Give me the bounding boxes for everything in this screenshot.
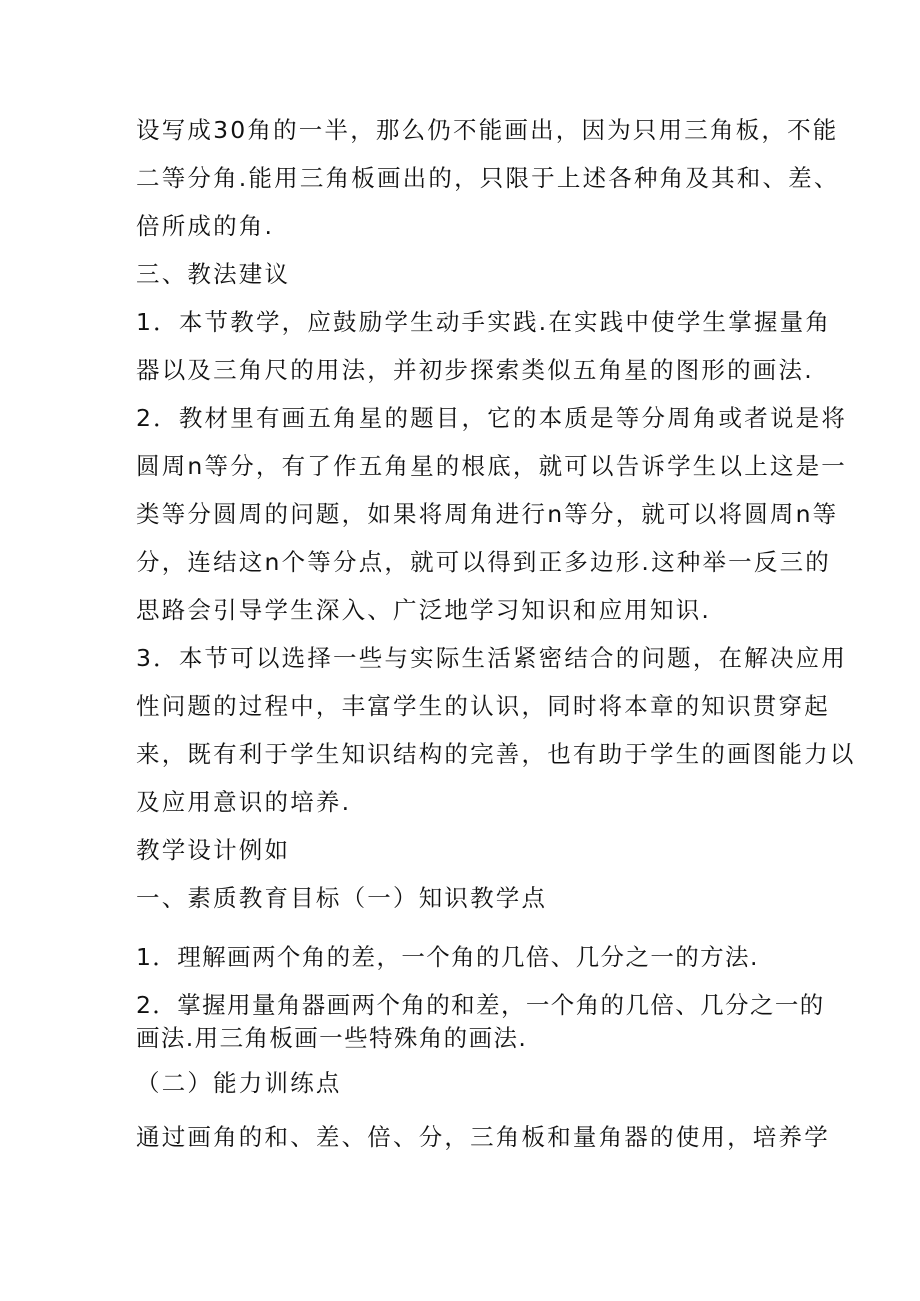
- text-line: 画法.用三角板画一些特殊角的画法.: [136, 1024, 528, 1052]
- text-line: 2．掌握用量角器画两个角的和差，一个角的几倍、几分之一的: [136, 991, 825, 1019]
- text-line: 倍所成的角.: [136, 212, 275, 240]
- section-heading-ability-training: （二）能力训练点: [136, 1069, 342, 1097]
- text-line: 3．本节可以选择一些与实际生活紧密结合的问题，在解决应用: [136, 644, 848, 672]
- text-line: 圆周n等分，有了作五角星的根底，就可以告诉学生以上这是一: [136, 452, 847, 480]
- text-line: 性问题的过程中，丰富学生的认识，同时将本章的知识贯穿起: [136, 692, 830, 720]
- text-line: 思路会引导学生深入、广泛地学习知识和应用知识.: [136, 596, 712, 624]
- section-heading-teaching-suggestions: 三、教法建议: [136, 260, 291, 288]
- text-line: 来，既有利于学生知识结构的完善，也有助于学生的画图能力以: [136, 740, 856, 768]
- section-heading-design-example: 教学设计例如: [136, 836, 291, 864]
- knowledge-point-1: 1．理解画两个角的差，一个角的几倍、几分之一的方法.: [136, 943, 759, 971]
- text-line: 二等分角.能用三角板画出的，只限于上述各种角及其和、差、: [136, 164, 840, 192]
- ability-training-paragraph: 通过画角的和、差、倍、分，三角板和量角器的使用，培养学: [136, 1123, 830, 1151]
- text-line: 器以及三角尺的用法，并初步探索类似五角星的图形的画法.: [136, 356, 814, 384]
- text-line: 1．本节教学，应鼓励学生动手实践.在实践中使学生掌握量角: [136, 308, 832, 336]
- text-line: 2．教材里有画五角星的题目，它的本质是等分周角或者说是将: [136, 404, 848, 432]
- section-heading-quality-goals: 一、素质教育目标（一）知识教学点: [136, 884, 548, 912]
- text-line: 及应用意识的培养.: [136, 788, 352, 816]
- text-line: 分，连结这n个等分点，就可以得到正多边形.这种举一反三的: [136, 548, 831, 576]
- text-line: 设写成30角的一半，那么仍不能画出，因为只用三角板，不能: [136, 116, 839, 144]
- text-line: 类等分圆周的问题，如果将周角进行n等分，就可以将圆周n等: [136, 500, 839, 528]
